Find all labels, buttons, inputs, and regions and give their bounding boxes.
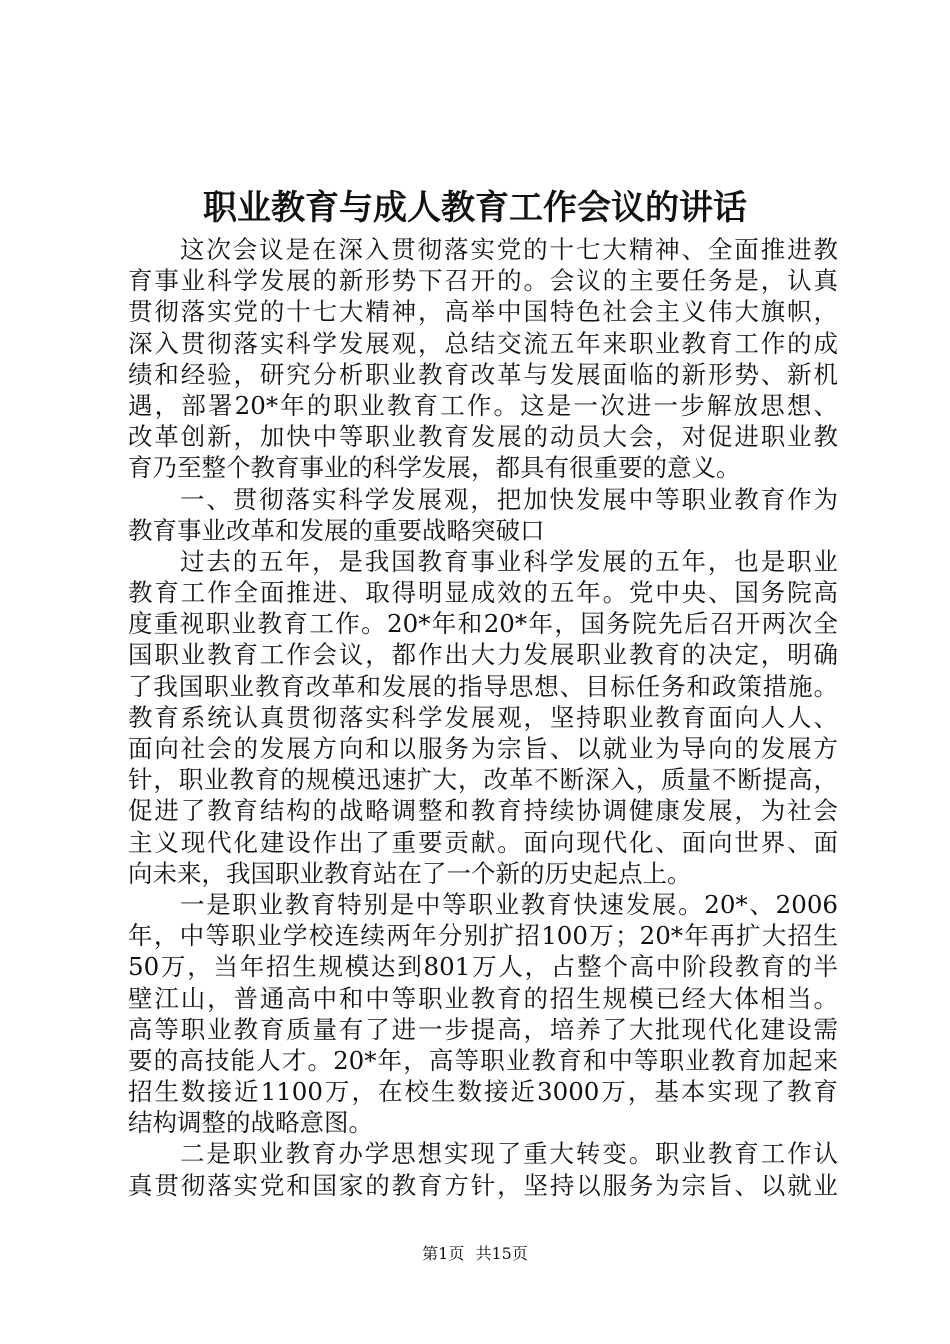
text-line: 结构调整的战略意图。 <box>128 1108 373 1138</box>
text-line: 教育系统认真贯彻落实科学发展观，坚持职业教育面向人人、 <box>128 702 838 732</box>
text-line: 向未来，我国职业教育站在了一个新的历史起点上。 <box>128 858 692 888</box>
text-line: 这次会议是在深入贯彻落实党的十七大精神、全面推进教 <box>180 235 838 264</box>
text-line: 主义现代化建设作出了重要贡献。面向现代化、面向世界、面 <box>128 827 838 857</box>
text-line: 促进了教育结构的战略调整和教育持续协调健康发展，为社会 <box>128 796 838 826</box>
text-line: 贯彻落实党的十七大精神，高举中国特色社会主义伟大旗帜， <box>128 297 838 327</box>
text-line: 壁江山，普通高中和中等职业教育的招生规模已经大体相当。 <box>128 983 838 1013</box>
text-line: 一、贯彻落实科学发展观，把加快发展中等职业教育作为 <box>180 484 838 514</box>
page-number: 第1页 <box>422 1244 465 1263</box>
text-line: 年，中等职业学校连续两年分别扩招100万；20*年再扩大招生 <box>128 921 838 951</box>
text-line: 度重视职业教育工作。20*年和20*年，国务院先后召开两次全 <box>128 609 838 639</box>
text-line: 50万，当年招生规模达到801万人，占整个高中阶段教育的半 <box>128 952 838 982</box>
text-line: 深入贯彻落实科学发展观，总结交流五年来职业教育工作的成 <box>128 328 838 358</box>
text-line: 育事业科学发展的新形势下召开的。会议的主要任务是，认真 <box>128 266 838 296</box>
text-line: 改革创新，加快中等职业教育发展的动员大会，对促进职业教 <box>128 422 838 452</box>
text-line: 绩和经验，研究分析职业教育改革与发展面临的新形势、新机 <box>128 359 838 389</box>
text-line: 一是职业教育特别是中等职业教育快速发展。20*、2006 <box>180 889 838 919</box>
document-body <box>128 234 838 1201</box>
text-line: 高等职业教育质量有了进一步提高，培养了大批现代化建设需 <box>128 1014 838 1044</box>
text-line: 过去的五年，是我国教育事业科学发展的五年，也是职业 <box>180 546 838 576</box>
text-line: 要的高技能人才。20*年，高等职业教育和中等职业教育加起来 <box>128 1045 838 1075</box>
page-footer <box>0 1243 950 1265</box>
text-line: 针，职业教育的规模迅速扩大，改革不断深入，质量不断提高， <box>128 765 838 795</box>
paragraph <box>128 484 838 546</box>
document-title: 职业教育与成人教育工作会议的讲话 <box>203 188 747 228</box>
paragraph <box>128 234 838 484</box>
text-line: 二是职业教育办学思想实现了重大转变。职业教育工作认 <box>180 1139 838 1169</box>
text-line: 教育工作全面推进、取得明显成效的五年。党中央、国务院高 <box>128 578 838 608</box>
paragraph <box>128 546 838 889</box>
paragraph <box>128 1138 838 1200</box>
text-line: 育乃至整个教育事业的科学发展，都具有很重要的意义。 <box>128 453 741 483</box>
text-line: 教育事业改革和发展的重要战略突破口 <box>128 515 545 545</box>
page-total: 共15页 <box>475 1244 528 1263</box>
text-line: 了我国职业教育改革和发展的指导思想、目标任务和政策措施。 <box>128 671 838 701</box>
text-line: 国职业教育工作会议，都作出大力发展职业教育的决定，明确 <box>128 640 838 670</box>
text-line: 遇，部署20*年的职业教育工作。这是一次进一步解放思想、 <box>128 390 838 420</box>
text-line: 真贯彻落实党和国家的教育方针，坚持以服务为宗旨、以就业 <box>128 1170 838 1200</box>
text-line: 面向社会的发展方向和以服务为宗旨、以就业为导向的发展方 <box>128 734 838 763</box>
paragraph <box>128 889 838 1139</box>
text-line: 招生数接近1100万，在校生数接近3000万，基本实现了教育 <box>128 1077 838 1107</box>
